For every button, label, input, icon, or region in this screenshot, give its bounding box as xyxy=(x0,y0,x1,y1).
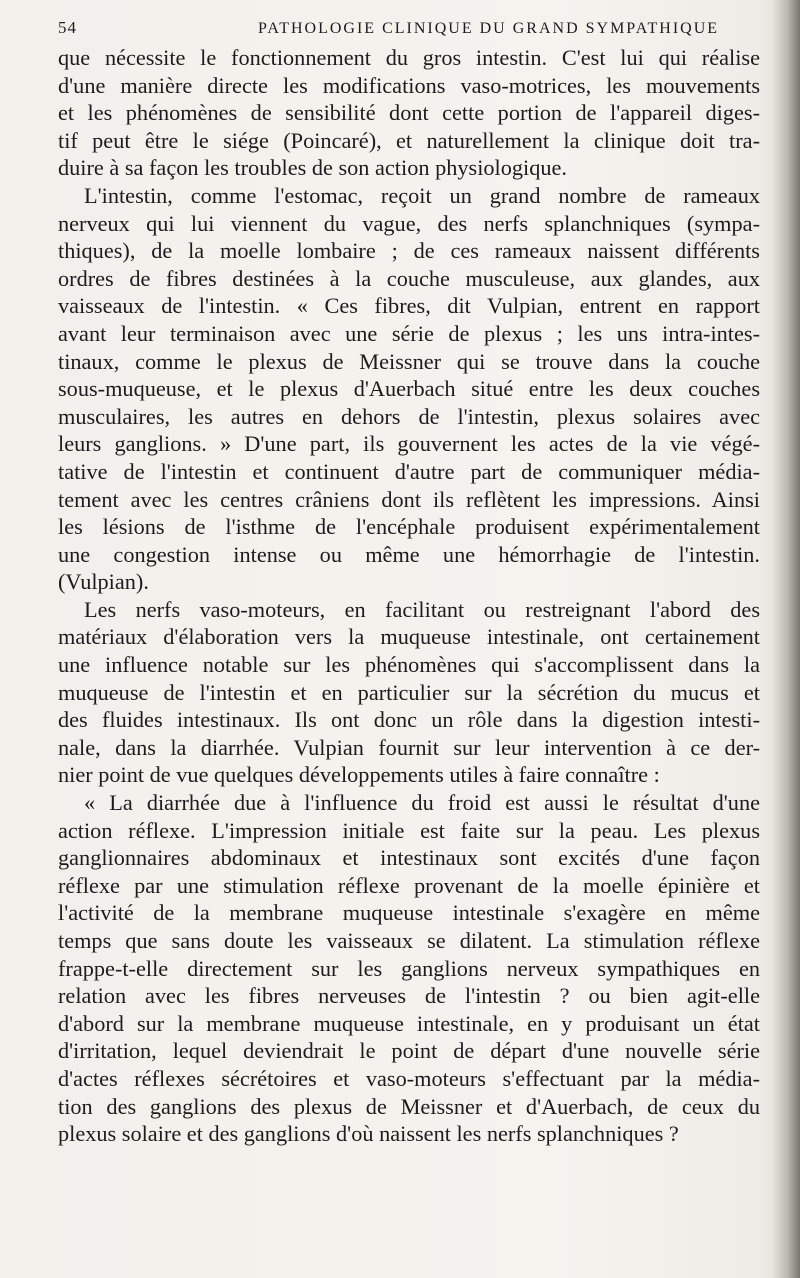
text-line: L'intestin, comme l'estomac, reçoit un grand nombre de rameaux xyxy=(84,182,760,208)
text-line: matériaux d'élaboration vers la muqueuse intestinale, ont certainement xyxy=(58,624,760,650)
text-line: sous-muqueuse, et le plexus d'Auerbach situé entre les deux couches xyxy=(58,376,760,402)
text-line: (Vulpian). xyxy=(58,569,149,595)
text-line: nier point de vue quelques développements utiles à faire connaître : xyxy=(58,762,660,788)
text-line: une influence notable sur les phénomènes qui s'accomplissent dans la xyxy=(58,652,760,678)
text-line: d'abord sur la membrane muqueuse intestinale, en y produisant un état xyxy=(58,1010,760,1036)
text-line: temps que sans doute les vaisseaux se dilatent. La stimulation réflexe xyxy=(58,928,760,953)
text-line: d'irritation, lequel deviendrait le point de départ d'une nouvelle série xyxy=(58,1038,760,1064)
text-line: thiques), de la moelle lombaire ; de ces rameaux naissent différents xyxy=(58,238,760,264)
text-line: tative de l'intestin et continuent d'autre part de communiquer média- xyxy=(58,458,760,484)
text-line: frappe-t-elle directement sur les ganglions nerveux sympathiques en xyxy=(58,955,760,981)
text-line: l'activité de la membrane muqueuse intestinale s'exagère en même xyxy=(58,900,760,926)
text-line: une congestion intense ou même une hémorrhagie de l'intestin. xyxy=(58,541,760,567)
text-line: action réflexe. L'impression initiale est faite sur la peau. Les plexus xyxy=(58,817,760,843)
running-title: PATHOLOGIE CLINIQUE DU GRAND SYMPATHIQUE xyxy=(258,20,720,37)
text-line: tinaux, comme le plexus de Meissner qui se trouve dans la couche xyxy=(58,348,760,374)
text-line: relation avec les fibres nerveuses de l'intestin ? ou bien agit-elle xyxy=(58,983,760,1009)
text-line: avant leur terminaison avec une série de plexus ; les uns intra-intes- xyxy=(58,320,760,346)
text-line: Les nerfs vaso-moteurs, en facilitant ou restreignant l'abord des xyxy=(84,596,760,622)
text-line: muqueuse de l'intestin et en particulier sur la sécrétion du mucus et xyxy=(58,679,760,705)
text-line: que nécessite le fonctionnement du gros intestin. C'est lui qui réalise xyxy=(58,45,760,70)
text-line: tement avec les centres crâniens dont ils reflètent les impressions. Ainsi xyxy=(58,486,760,512)
text-line: ordres de fibres destinées à la couche musculeuse, aux glandes, aux xyxy=(58,265,760,291)
text-line: nerveux qui lui viennent du vague, des nerfs splanchniques (sympa- xyxy=(58,210,760,236)
text-line: duire à sa façon les troubles de son action physiologique. xyxy=(58,155,567,181)
text-line: et les phénomènes de sensibilité dont cette portion de l'appareil diges- xyxy=(58,100,760,126)
text-line: ganglionnaires abdominaux et intestinaux sont excités d'une façon xyxy=(58,845,760,871)
running-header xyxy=(58,8,758,48)
text-line: des fluides intestinaux. Ils ont donc un rôle dans la digestion intesti- xyxy=(58,707,760,733)
text-line: leurs ganglions. » D'une part, ils gouvernent les actes de la vie végé- xyxy=(58,431,760,457)
text-line: réflexe par une stimulation réflexe provenant de la moelle épinière et xyxy=(58,872,760,898)
body-text xyxy=(58,44,760,1148)
text-line: « La diarrhée due à l'influence du froid est aussi le résultat d'une xyxy=(84,790,760,816)
text-line: musculaires, les autres en dehors de l'intestin, plexus solaires avec xyxy=(58,403,760,429)
text-line: d'une manière directe les modifications vaso-motrices, les mouvements xyxy=(58,72,760,98)
text-line: d'actes réflexes sécrétoires et vaso-moteurs s'effectuant par la média- xyxy=(58,1065,760,1091)
text-line: plexus solaire et des ganglions d'où naissent les nerfs splanchniques ? xyxy=(58,1121,679,1147)
text-line: tion des ganglions des plexus de Meissner et d'Auerbach, de ceux du xyxy=(58,1093,760,1119)
text-line: nale, dans la diarrhée. Vulpian fournit sur leur intervention à ce der- xyxy=(58,734,760,760)
text-line: tif peut être le siége (Poincaré), et naturellement la clinique doit tra- xyxy=(58,127,760,153)
text-line: les lésions de l'isthme de l'encéphale produisent expérimentalement xyxy=(58,514,760,540)
text-line: vaisseaux de l'intestin. « Ces fibres, dit Vulpian, entrent en rapport xyxy=(58,293,760,319)
page-number: 54 xyxy=(58,18,77,37)
page-edge-shadow xyxy=(772,0,800,1278)
